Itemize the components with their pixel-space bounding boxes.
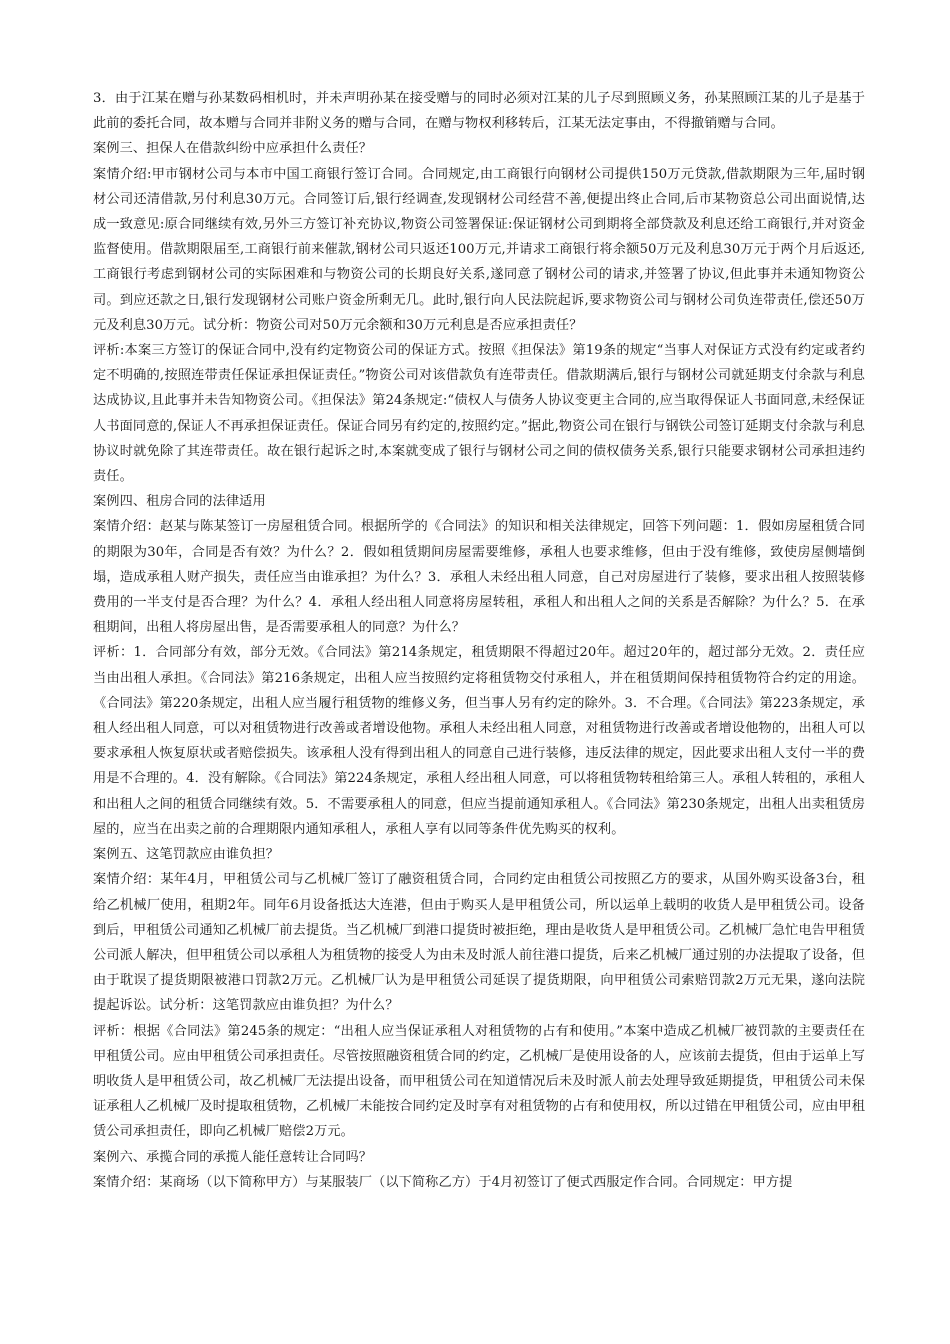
case-4-analysis: 评析：1．合同部分有效，部分无效。《合同法》第214条规定，租赁期限不得超过20年。超过20年的，超过部分无效。2．责任应当由出租人承担。《合同法》第216条规定，出租人应当按照约定将租赁物交付承租人，并在租赁期间保持租赁物符合约定的用途。《合同法》第220条规定，出租人应当履行租赁物的维修义务，但当事人另有约定的除外。3．不合理。《合同法》第223条规定，承租人经出租人同意，可以对租赁物进行改善或者增设他物。承租人未经出租人同意，对租赁物进行改善或者增设他物的，出租人可以要求承租人恢复原状或者赔偿损失。该承租人没有得到出租人的同意自己进行装修，违反法律的规定，因此要求出租人支付一半的费用是不合理的。4．没有解除。《合同法》第224条规定，承租人经出租人同意，可以将租赁物转租给第三人。承租人转租的，承租人和出租人之间的租赁合同继续有效。5．不需要承租人的同意，但应当提前通知承租人。《合同法》第230条规定，出租人出卖租赁房屋的，应当在出卖之前的合理期限内通知承租人，承租人享有以同等条件优先购买的权利。 bbox=[93, 645, 865, 837]
case-4-description: 案情介绍：赵某与陈某签订一房屋租赁合同。根据所学的《合同法》的知识和相关法律规定，回答下列问题：1．假如房屋租赁合同的期限为30年，合同是否有效？为什么？2．假如租赁期间房屋需要维修，承租人也要求维修，但由于没有维修，致使房屋侧墙倒塌，造成承租人财产损失，责任应当由谁承担？为什么？3．承租人未经出租人同意，自己对房屋进行了装修，要求出租人按照装修费用的一半支付是否合理？为什么？4．承租人经出租人同意将房屋转租，承租人和出租人之间的关系是否解除？为什么？5．在承租期间，出租人将房屋出售，是否需要承租人的同意？为什么？ bbox=[93, 519, 865, 636]
case-3-heading: 案例三、担保人在借款纠纷中应承担什么责任？ bbox=[93, 141, 373, 157]
case-6-description: 案情介绍：某商场（以下简称甲方）与某服装厂（以下简称乙方）于4月初签订了便式西服定作合同。合同规定：甲方提 bbox=[93, 1174, 793, 1190]
document-page bbox=[93, 86, 865, 1195]
paragraph-gift-contract-analysis: 3．由于江某在赠与孙某数码相机时，并未声明孙某在接受赠与的同时必须对江某的儿子尽到照顾义务，孙某照顾江某的儿子是基于此前的委托合同，故本赠与合同并非附义务的赠与合同，在赠与物权利移转后，江某无法定事由，不得撤销赠与合同。 bbox=[93, 91, 865, 132]
case-3-description: 案情介绍:甲市钢材公司与本市中国工商银行签订合同。合同规定,由工商银行向钢材公司提供150万元贷款,借款期限为三年,届时钢材公司还清借款,另付利息30万元。合同签订后,银行经调查,发现钢材公司经营不善,便提出终止合同,后市某物资总公司出面说情,达成一致意见:原合同继续有效,另外三方签订补充协议,物资公司签署保证:保证钢材公司到期将全部贷款及利息还给工商银行,并对资金监督使用。借款期限届至,工商银行前来催款,钢材公司只返还100万元,并请求工商银行将余额50万元及利息30万元于两个月后返还,工商银行考虑到钢材公司的实际困难和与物资公司的长期良好关系,遂同意了钢材公司的请求,并签署了协议,但此事并未通知物资公司。到应还款之日,银行发现钢材公司账户资金所剩无几。此时,银行向人民法院起诉,要求物资公司与钢材公司负连带责任,偿还50万元及利息30万元。试分析：物资公司对50万元余额和30万元利息是否应承担责任？ bbox=[93, 166, 865, 333]
case-5-analysis: 评析：根据《合同法》第245条的规定：“出租人应当保证承租人对租赁物的占有和使用。”本案中造成乙机械厂被罚款的主要责任在甲租赁公司。应由甲租赁公司承担责任。尽管按照融资租赁合同的约定，乙机械厂是使用设备的人，应该前去提货，但由于运单上写明收货人是甲租赁公司，故乙机械厂无法提出设备，而甲租赁公司在知道情况后未及时派人前去处理导致延期提货，甲租赁公司未保证承租人乙机械厂及时提取租赁物，乙机械厂未能按合同约定及时享有对租赁物的占有和使用权，所以过错在甲租赁公司，应由甲租赁公司承担责任，即向乙机械厂赔偿2万元。 bbox=[93, 1023, 865, 1140]
case-3-analysis: 评析:本案三方签订的保证合同中,没有约定物资公司的保证方式。按照《担保法》第19条的规定“当事人对保证方式没有约定或者约定不明确的,按照连带责任保证承担保证责任。”物资公司对该借款负有连带责任。借款期满后,银行与钢材公司就延期支付余款与利息达成协议,且此事并未告知物资公司。《担保法》第24条规定:“债权人与债务人协议变更主合同的,应当取得保证人书面同意,未经保证人书面同意的,保证人不再承担保证责任。保证合同另有约定的,按照约定。”据此,物资公司在银行与钢铁公司签订延期支付余款与利息协议时就免除了其连带责任。故在银行起诉之时,本案就变成了银行与钢材公司之间的债权债务关系,银行只能要求钢材公司承担违约责任。 bbox=[93, 343, 865, 485]
case-4-heading: 案例四、租房合同的法律适用 bbox=[93, 494, 266, 510]
case-5-heading: 案例五、这笔罚款应由谁负担？ bbox=[93, 847, 280, 863]
case-5-description: 案情介绍：某年4月，甲租赁公司与乙机械厂签订了融资租赁合同，合同约定由租赁公司按照乙方的要求，从国外购买设备3台，租给乙机械厂使用，租期2年。同年6月设备抵达大连港，但由于购买人是甲租赁公司，所以运单上载明的收货人是甲租赁公司。设备到后，甲租赁公司通知乙机械厂前去提货。当乙机械厂到港口提货时被拒绝，理由是收货人是甲租赁公司。乙机械厂急忙电告甲租赁公司派人解决，但甲租赁公司以承租人为租赁物的接受人为由未及时派人前往港口提货，后来乙机械厂通过别的办法提取了设备，但由于耽误了提货期限被港口罚款2万元。乙机械厂认为是甲租赁公司延误了提货期限，向甲租赁公司索赔罚款2万元无果，遂向法院提起诉讼。试分析：这笔罚款应由谁负担？为什么？ bbox=[93, 872, 865, 1014]
case-6-heading: 案例六、承揽合同的承揽人能任意转让合同吗？ bbox=[93, 1149, 373, 1165]
